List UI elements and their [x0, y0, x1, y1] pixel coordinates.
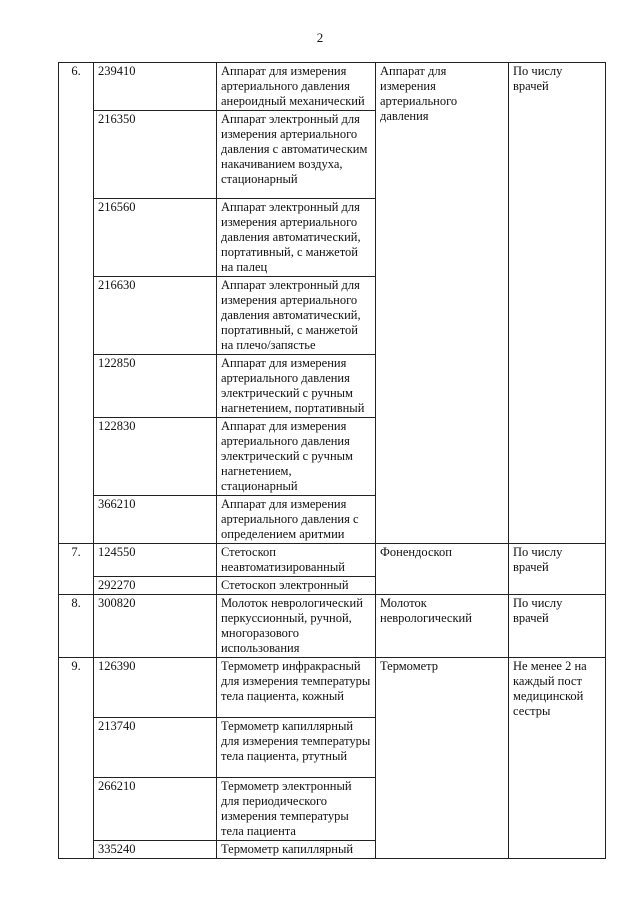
item-code: 126390 [94, 658, 217, 718]
required-quantity: Не менее 2 на каждый пост медицинской сестры [509, 658, 606, 859]
item-description: Аппарат электронный для измерения артериального давления автоматический, портативный, с манжетой на палец [217, 199, 376, 277]
table-row [59, 595, 606, 658]
item-description: Термометр электронный для периодического измерения температуры тела пациента [217, 778, 376, 841]
row-number: 8. [59, 595, 94, 658]
item-description: Аппарат электронный для измерения артериального давления автоматический, портативный, с манжетой на плечо/запястье [217, 277, 376, 355]
item-description: Аппарат электронный для измерения артериального давления с автоматическим накачиванием воздуха, стационарный [217, 111, 376, 199]
required-quantity: По числу врачей [509, 63, 606, 544]
item-description: Аппарат для измерения артериального давления анероидный механический [217, 63, 376, 111]
table-row [59, 544, 606, 577]
item-code: 300820 [94, 595, 217, 658]
table-row [59, 63, 606, 111]
item-description: Аппарат для измерения артериального давления с определением аритмии [217, 496, 376, 544]
item-code: 266210 [94, 778, 217, 841]
item-code: 239410 [94, 63, 217, 111]
item-code: 216560 [94, 199, 217, 277]
item-description: Термометр капиллярный для измерения температуры тела пациента, ртутный [217, 718, 376, 778]
equipment-table [58, 62, 606, 859]
item-code: 122850 [94, 355, 217, 418]
row-number: 7. [59, 544, 94, 595]
item-code: 216630 [94, 277, 217, 355]
required-quantity: По числу врачей [509, 595, 606, 658]
item-description: Стетоскоп электронный [217, 577, 376, 595]
item-description: Молоток неврологический перкуссионный, ручной, многоразового использования [217, 595, 376, 658]
item-code: 366210 [94, 496, 217, 544]
row-number: 6. [59, 63, 94, 544]
device-type: Молоток неврологический [376, 595, 509, 658]
item-code: 122830 [94, 418, 217, 496]
table-row [59, 658, 606, 718]
item-code: 335240 [94, 841, 217, 859]
item-description: Аппарат для измерения артериального давления электрический с ручным нагнетением, портативный [217, 355, 376, 418]
item-description: Аппарат для измерения артериального давления электрический с ручным нагнетением, стационарный [217, 418, 376, 496]
page-number: 2 [316, 30, 324, 45]
item-description: Термометр инфракрасный для измерения температуры тела пациента, кожный [217, 658, 376, 718]
device-type: Термометр [376, 658, 509, 859]
item-description: Стетоскоп неавтоматизированный [217, 544, 376, 577]
item-code: 124550 [94, 544, 217, 577]
row-number: 9. [59, 658, 94, 859]
required-quantity: По числу врачей [509, 544, 606, 595]
item-code: 216350 [94, 111, 217, 199]
item-code: 213740 [94, 718, 217, 778]
device-type: Аппарат для измерения артериального давления [376, 63, 509, 544]
item-description: Термометр капиллярный [217, 841, 376, 859]
device-type: Фонендоскоп [376, 544, 509, 595]
item-code: 292270 [94, 577, 217, 595]
